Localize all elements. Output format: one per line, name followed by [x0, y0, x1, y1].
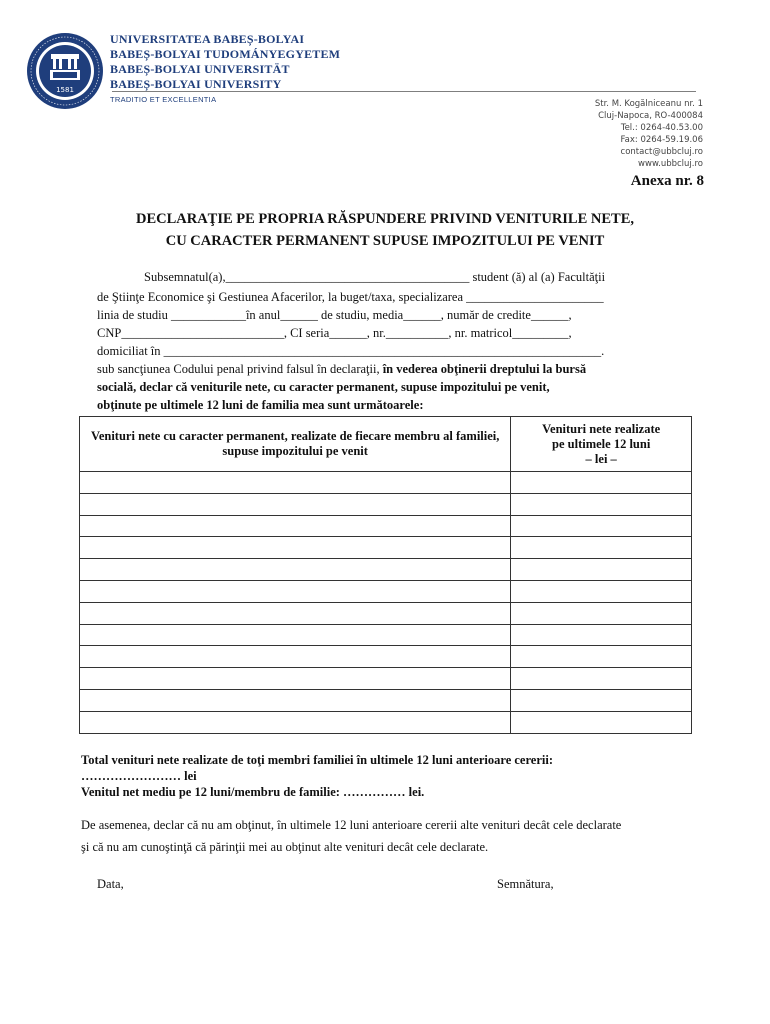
paragraph-line-8: obţinute pe ultimele 12 luni de familia mea sunt următoarele: — [97, 398, 424, 412]
title-line-2: CU CARACTER PERMANENT SUPUSE IMPOZITULUI PE VENIT — [165, 233, 605, 249]
table-row — [80, 472, 692, 494]
paragraph-line-2: de Ştiinţe Economice şi Gestiunea Afacerilor, la buget/taxa, specializarea ______________________ — [97, 290, 604, 304]
contact-city: Cluj-Napoca, RO-400084 — [598, 111, 703, 121]
table-cell-income-amount[interactable] — [511, 646, 692, 668]
date-label: Data, — [97, 877, 124, 891]
table-cell-income-amount[interactable] — [511, 559, 692, 581]
table-row — [80, 668, 692, 690]
table-cell-income-amount[interactable] — [511, 493, 692, 515]
table-header-income-type: Venituri nete cu caracter permanent, realizate de fiecare membru al familiei, supuse impozitului pe venit — [80, 417, 511, 472]
table-cell-income-amount[interactable] — [511, 537, 692, 559]
table-row — [80, 602, 692, 624]
table-body — [80, 472, 692, 734]
table-row — [80, 711, 692, 733]
table-row — [80, 515, 692, 537]
table-row — [80, 624, 692, 646]
table-header-income-amount — [511, 417, 692, 472]
paragraph-line-4: CNP__________________________, CI seria______, nr.__________, nr. matricol_________, — [97, 326, 572, 340]
totals-line-1: Total venituri nete realizate de toţi membri familiei în ultimele 12 luni anterioare cererii: — [81, 753, 553, 767]
paragraph-line-3: linia de studiu ____________în anul______ de studiu, media______, număr de credite______, — [97, 308, 572, 322]
table-cell-income-type[interactable] — [80, 624, 511, 646]
paragraph-line-6-normal: sub sancţiunea Codului penal privind falsul în declaraţii, — [97, 362, 383, 376]
contact-email: contact@ubbcluj.ro — [620, 147, 703, 157]
paragraph-line-1: Subsemnatul(a),_______________________________________ student (ă) al (a) Facultăţii — [144, 270, 606, 284]
university-name-de: BABEȘ-BOLYAI UNIVERSITÄT — [110, 62, 290, 76]
table-cell-income-type[interactable] — [80, 537, 511, 559]
header-amount-line-2: pe ultimele 12 luni — [552, 436, 651, 451]
table-cell-income-amount[interactable] — [511, 689, 692, 711]
totals-line-2: …………………… lei — [81, 769, 197, 783]
contact-phone: Tel.: 0264-40.53.00 — [620, 123, 703, 133]
table-cell-income-type[interactable] — [80, 602, 511, 624]
table-cell-income-type[interactable] — [80, 668, 511, 690]
paragraph-line-6 — [97, 360, 691, 378]
table-cell-income-amount[interactable] — [511, 602, 692, 624]
paragraph-line-5: domiciliat în ______________________________________________________________________. — [97, 344, 605, 358]
university-seal-logo — [26, 32, 104, 110]
document-title — [0, 208, 770, 252]
contact-fax: Fax: 0264-59.19.06 — [620, 135, 703, 145]
table-header-row — [80, 417, 692, 472]
table-cell-income-amount[interactable] — [511, 580, 692, 602]
note-line-1: De asemenea, declar că nu am obţinut, în ultimele 12 luni anterioare cererii alte venituri decât cele declarate — [81, 818, 622, 832]
university-names — [110, 32, 340, 92]
header-divider — [112, 91, 696, 92]
university-name-ro: UNIVERSITATEA BABEȘ-BOLYAI — [110, 32, 305, 46]
table-row — [80, 689, 692, 711]
table-cell-income-type[interactable] — [80, 493, 511, 515]
university-name-en: BABEȘ-BOLYAI UNIVERSITY — [110, 77, 282, 91]
additional-declaration — [81, 814, 693, 858]
table-row — [80, 537, 692, 559]
paragraph-line-7: socială, declar că veniturile nete, cu caracter permanent, supuse impozitului pe venit, — [97, 380, 550, 394]
contact-website: www.ubbcluj.ro — [638, 159, 703, 169]
table-cell-income-type[interactable] — [80, 515, 511, 537]
note-line-2: şi că nu am cunoştinţă că părinţii mei au obţinut alte venituri decât cele declarate. — [81, 840, 489, 854]
contact-address: Str. M. Kogălniceanu nr. 1 — [594, 99, 703, 109]
table-cell-income-amount[interactable] — [511, 668, 692, 690]
university-name-hu: BABEȘ-BOLYAI TUDOMÁNYEGYETEM — [110, 47, 341, 61]
totals-block — [81, 752, 691, 800]
contact-block — [595, 98, 703, 170]
title-line-1: DECLARAŢIE PE PROPRIA RĂSPUNDERE PRIVIND VENITURILE NETE, — [135, 211, 635, 227]
header-amount-line-1: Venituri nete realizate — [542, 421, 661, 436]
income-table — [79, 416, 692, 734]
table-cell-income-type[interactable] — [80, 646, 511, 668]
table-cell-income-type[interactable] — [80, 580, 511, 602]
paragraph-line-6-bold: în vederea obţinerii dreptului la bursă — [382, 362, 587, 376]
table-cell-income-amount[interactable] — [511, 472, 692, 494]
table-cell-income-type[interactable] — [80, 472, 511, 494]
header-amount-line-3: – lei – — [585, 451, 617, 466]
table-cell-income-amount[interactable] — [511, 515, 692, 537]
table-cell-income-type[interactable] — [80, 711, 511, 733]
table-row — [80, 493, 692, 515]
table-cell-income-type[interactable] — [80, 559, 511, 581]
table-cell-income-amount[interactable] — [511, 624, 692, 646]
declaration-paragraph — [97, 268, 691, 418]
table-row — [80, 646, 692, 668]
annex-label: Anexa nr. 8 — [630, 173, 704, 189]
seal-year: 1581 — [56, 86, 74, 94]
table-cell-income-amount[interactable] — [511, 711, 692, 733]
signature-label: Semnătura, — [497, 877, 554, 891]
totals-line-3: Venitul net mediu pe 12 luni/membru de familie: …………… lei. — [81, 785, 425, 799]
table-row — [80, 559, 692, 581]
university-motto: TRADITIO ET EXCELLENTIA — [110, 95, 217, 104]
table-cell-income-type[interactable] — [80, 689, 511, 711]
table-row — [80, 580, 692, 602]
